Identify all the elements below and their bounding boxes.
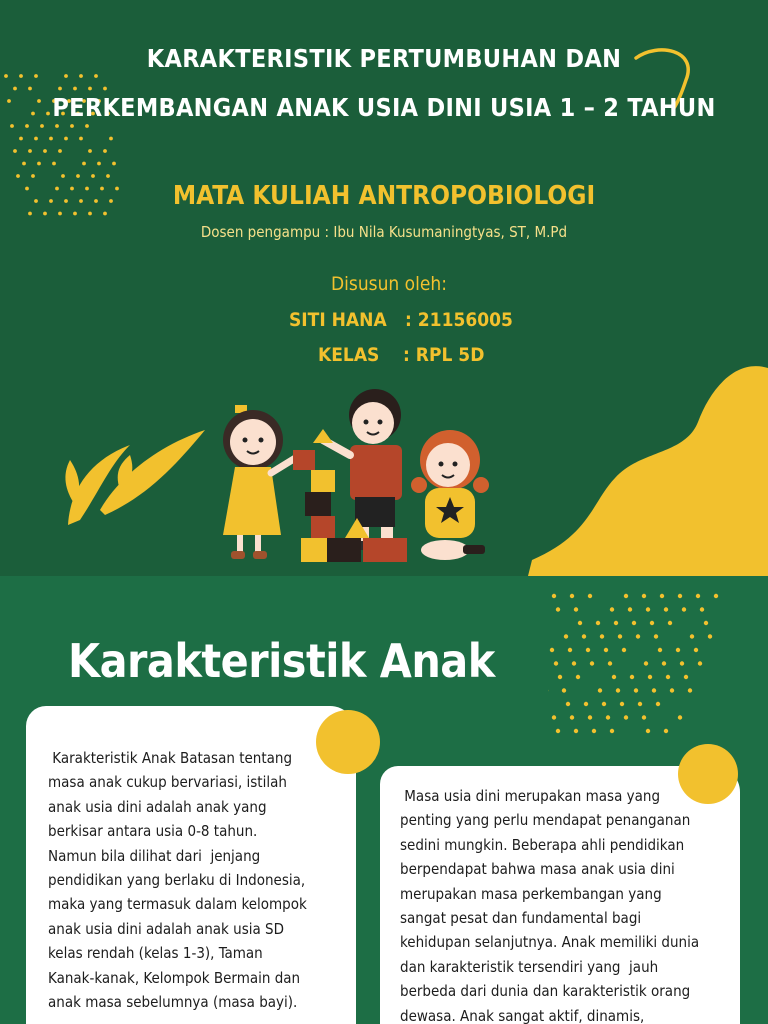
text-line: dewasa. Anak sangat aktif, dinamis, (400, 1006, 645, 1024)
text-line: masa anak cukup bervariasi, istilah (48, 773, 287, 792)
text-line: maka yang termasuk dalam kelompok (48, 895, 307, 914)
course-title: MATA KULIAH ANTROPOBIOLOGI (172, 181, 596, 211)
text-line: berpendapat bahwa masa anak usia dini (400, 860, 675, 879)
text-line: Kanak-kanak, Kelompok Bermain dan (48, 968, 301, 987)
text-line: kelas rendah (kelas 1-3), Taman (48, 944, 263, 963)
text-line: kehidupan selanjutnya. Anak memiliki dunia (400, 933, 700, 952)
lecturer-line: Dosen pengampu : Ibu Nila Kusumaningtyas, ST, M.Pd (200, 223, 568, 241)
card-left-text (48, 746, 348, 1014)
text-line: merupakan masa perkembangan yang (400, 884, 662, 903)
text-line: anak usia dini adalah anak usia SD (48, 919, 285, 938)
student-id: : 21156005 (405, 309, 513, 331)
text-line: anak usia dini adalah anak yang (48, 797, 267, 816)
text-line: sangat pesat dan fundamental bagi (400, 909, 642, 928)
composed-by-label: Disusun oleh: (331, 273, 447, 295)
dot-pattern-decoration (548, 590, 748, 750)
yellow-blob-decoration (520, 360, 768, 576)
text-line: pendidikan yang berlaku di Indonesia, (48, 871, 306, 890)
text-line: berbeda dari dunia dan karakteristik orang (400, 982, 691, 1001)
children-playing-illustration (205, 385, 500, 570)
text-line: anak masa sebelumnya (masa bayi). (48, 993, 298, 1012)
slide-heading: Karakteristik Anak (68, 634, 495, 688)
text-line: sedini mungkin. Beberapa ahli pendidikan (400, 835, 685, 854)
student-name: SITI HANA (289, 309, 387, 331)
class-label: KELAS (318, 344, 380, 366)
characteristics-slide (0, 576, 768, 1024)
leaf-decoration (60, 420, 210, 530)
text-line: Karakteristik Anak Batasan tentang (48, 749, 293, 767)
class-value: : RPL 5D (403, 344, 485, 366)
text-line: penting yang perlu mendapat penanganan (400, 811, 691, 830)
text-line: Masa usia dini merupakan masa yang (400, 787, 661, 805)
text-line: dan karakteristik tersendiri yang jauh (400, 957, 659, 976)
title-line-2: PERKEMBANGAN ANAK USIA DINI USIA 1 – 2 TAHUN (52, 93, 716, 122)
card-right-text (400, 784, 740, 1024)
title-line-1: KARAKTERISTIK PERTUMBUHAN DAN (146, 44, 622, 73)
text-line: berkisar antara usia 0-8 tahun. (48, 822, 258, 841)
text-line: Namun bila dilihat dari jenjang (48, 846, 261, 865)
